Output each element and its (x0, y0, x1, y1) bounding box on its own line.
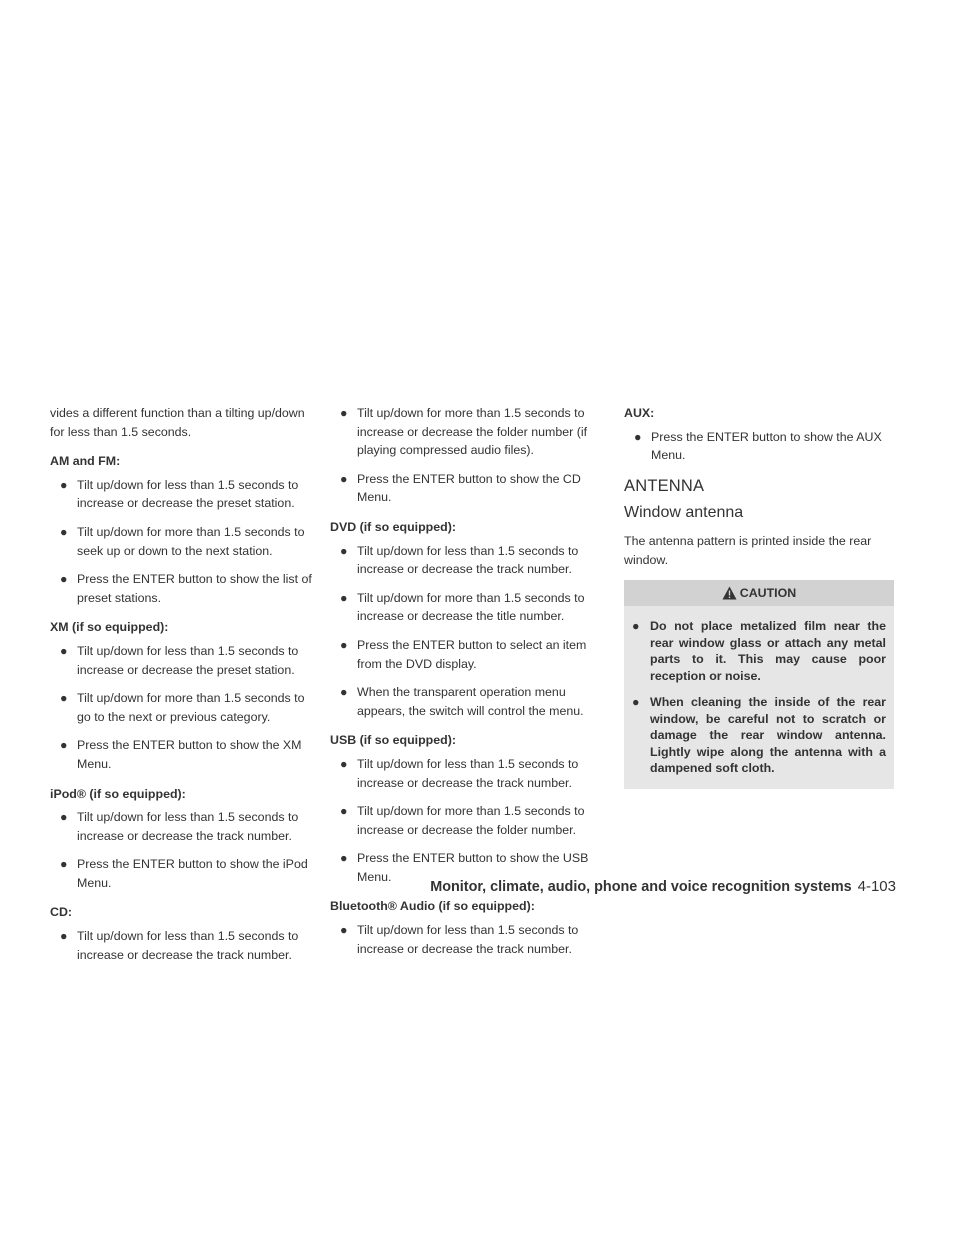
column-left (50, 404, 320, 975)
footer-chapter-title: Monitor, climate, audio, phone and voice recognition systems (430, 879, 852, 895)
page-number: 4-103 (857, 878, 896, 895)
list-item (330, 921, 600, 958)
list-item (624, 428, 894, 465)
warning-icon (722, 586, 737, 600)
caution-box (624, 580, 894, 789)
bullet-icon: ● (340, 756, 348, 771)
bullet-icon: ● (60, 738, 68, 753)
list-item (50, 855, 320, 892)
bullet-list (330, 542, 600, 721)
list-item (330, 802, 600, 839)
section-heading: XM (if so equipped): (50, 620, 169, 635)
section-heading: AM and FM: (50, 454, 121, 469)
bullet-icon: ● (60, 929, 68, 944)
bullet-list (330, 755, 600, 887)
bullet-icon: ● (632, 695, 640, 710)
caution-item-text: When cleaning the inside of the rear window, be careful not to scratch or damage the rear window antenna. Lightly wipe along the antenna with a dampened soft cloth. (650, 695, 886, 776)
caution-list (624, 606, 894, 777)
bullet-list (330, 921, 600, 958)
list-item-text: Tilt up/down for more than 1.5 seconds to increase or decrease the folder number (if playing compressed audio files). (357, 406, 588, 458)
list-item-text: Tilt up/down for less than 1.5 seconds to increase or decrease the track number. (357, 923, 579, 956)
list-item (330, 683, 600, 720)
caution-item (630, 618, 886, 684)
list-item-text: Press the ENTER button to show the USB Menu. (357, 851, 589, 884)
list-item (50, 523, 320, 560)
bullet-icon: ● (60, 524, 68, 539)
list-item-text: Tilt up/down for more than 1.5 seconds to seek up or down to the next station. (77, 524, 305, 558)
list-item (330, 755, 600, 792)
bullet-icon: ● (632, 619, 640, 634)
bullet-icon: ● (634, 429, 642, 444)
list-item (330, 404, 600, 460)
list-item-text: Tilt up/down for less than 1.5 seconds to increase or decrease the track number. (77, 929, 299, 962)
list-item (50, 570, 320, 607)
section-heading: DVD (if so equipped): (330, 519, 456, 534)
list-item-text: Press the ENTER button to show the list of preset stations. (77, 572, 312, 605)
bullet-icon: ● (340, 637, 348, 652)
list-item-text: Press the ENTER button to show the AUX Menu. (651, 429, 882, 463)
list-item (50, 808, 320, 845)
list-item (50, 642, 320, 679)
list-item-text: When the transparent operation menu appears, the switch will control the menu. (357, 685, 584, 718)
col1-sections (50, 452, 320, 964)
bullet-icon: ● (340, 851, 348, 866)
caution-header (624, 580, 894, 606)
list-item-text: Tilt up/down for less than 1.5 seconds to increase or decrease the preset station. (77, 477, 299, 511)
bullet-icon: ● (60, 477, 68, 492)
list-item-text: Tilt up/down for less than 1.5 seconds to increase or decrease the track number. (77, 810, 299, 843)
bullet-icon: ● (340, 543, 348, 558)
bullet-icon: ● (340, 471, 348, 486)
section-heading: USB (if so equipped): (330, 733, 456, 748)
bullet-icon: ● (60, 691, 68, 706)
bullet-list (50, 476, 320, 608)
list-item (330, 542, 600, 579)
bullet-icon: ● (60, 643, 68, 658)
list-item (50, 689, 320, 726)
list-item-text: Press the ENTER button to show the CD Menu. (357, 471, 581, 505)
bullet-icon: ● (340, 406, 348, 420)
list-item (50, 736, 320, 773)
list-item (330, 636, 600, 673)
caution-item-text: Do not place metalized film near the rear window glass or attach any metal parts to it. This may cause poor reception or noise. (650, 619, 886, 683)
bullet-icon: ● (340, 590, 348, 605)
section-heading: Bluetooth® Audio (if so equipped): (330, 899, 535, 914)
bullet-icon: ● (60, 857, 68, 872)
list-item-text: Tilt up/down for more than 1.5 seconds to go to the next or previous category. (77, 691, 305, 724)
intro-paragraph: vides a different function than a tilting up/down for less than 1.5 seconds. (50, 406, 305, 439)
aux-list (624, 428, 894, 465)
page-footer (430, 878, 896, 895)
cd-continued-list (330, 404, 600, 507)
column-right (624, 404, 894, 789)
bullet-list (50, 927, 320, 964)
list-item-text: Press the ENTER button to show the iPod Menu. (77, 857, 308, 890)
bullet-icon: ● (60, 572, 68, 587)
list-item-text: Tilt up/down for more than 1.5 seconds to increase or decrease the title number. (357, 590, 585, 624)
antenna-paragraph: The antenna pattern is printed inside the rear window. (624, 533, 872, 567)
list-item-text: Tilt up/down for more than 1.5 seconds to increase or decrease the folder number. (357, 804, 585, 837)
section-title-antenna: ANTENNA (624, 476, 705, 495)
bullet-icon: ● (340, 804, 348, 819)
list-item (330, 589, 600, 626)
list-item-text: Tilt up/down for less than 1.5 seconds to increase or decrease the track number. (357, 543, 579, 577)
section-heading: iPod® (if so equipped): (50, 786, 186, 801)
list-item (50, 476, 320, 513)
caution-item (630, 694, 886, 777)
aux-heading: AUX: (624, 406, 655, 420)
subsection-title-window-antenna: Window antenna (624, 504, 744, 522)
bullet-list (50, 642, 320, 774)
caution-label: CAUTION (739, 585, 797, 600)
bullet-icon: ● (340, 923, 348, 938)
section-heading: CD: (50, 905, 73, 920)
bullet-list (50, 808, 320, 892)
list-item-text: Tilt up/down for less than 1.5 seconds to increase or decrease the preset station. (77, 643, 299, 677)
bullet-icon: ● (340, 685, 348, 700)
list-item-text: Tilt up/down for less than 1.5 seconds to increase or decrease the track number. (357, 756, 579, 790)
list-item (50, 927, 320, 964)
list-item-text: Press the ENTER button to show the XM Menu. (77, 738, 302, 771)
list-item (330, 470, 600, 507)
bullet-icon: ● (60, 810, 68, 825)
list-item-text: Press the ENTER button to select an item from the DVD display. (357, 637, 587, 671)
